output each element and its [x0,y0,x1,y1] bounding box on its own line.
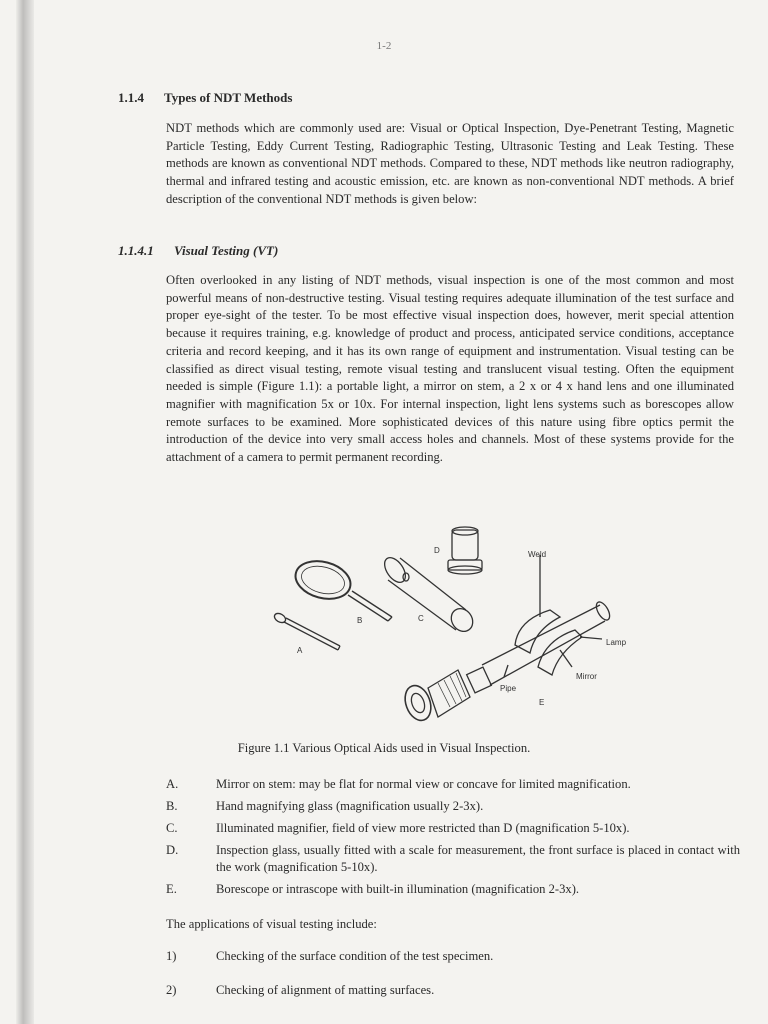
section-title: Types of NDT Methods [164,90,293,105]
optical-aids-illustration [260,525,640,730]
page-number: 1-2 [376,40,392,52]
subsection-heading [118,243,278,259]
list-marker: C. [166,821,178,835]
list-item [166,842,740,876]
section-number: 1.1.4 [118,90,144,105]
subsection-title: Visual Testing (VT) [174,243,279,258]
figure-label-mirror: Mirror [576,672,597,681]
figure-caption: Figure 1.1 Various Optical Aids used in Visual Inspection. [237,741,531,755]
visual-testing-paragraph: Often overlooked in any listing of NDT methods, visual inspection is one of the most common and most powerful means of non-destructive testing. Visual testing requires adequate illumination of the test surface and proper eye-sight of the tester. To be most effective visual inspection does, however, merit special attention because it requires training, e.g. knowledge of product and process, anticipated service conditions, acceptance criteria and record keeping, and it has its own range of equipment and instrumentation. Visual testing can be classified as direct visual testing, remote visual testing and translucent visual testing. Often the equipment needed is simple (Figure 1.1): a portable light, a mirror on stem, a 2 x or 4 x hand lens and one illuminated magnifier with magnification 5x or 10x. For internal inspection, light lens systems such as borescopes allow remote surfaces to be examined. More sophisticated devices of this nature using fibre optics permit the introduction of the device into very small access holes and channels. Most of these systems provide for the attachment of a camera to permit permanent recording. [166,273,734,465]
list-text: Checking of the surface condition of the test specimen. [216,949,494,963]
list-item [166,776,740,793]
list-marker: E. [166,882,177,896]
list-marker: B. [166,799,178,813]
figure-label-c: C [418,614,424,623]
list-marker: 1) [166,949,177,963]
section-heading [118,90,292,106]
list-item [166,948,726,965]
list-text: Checking of alignment of matting surfaces. [216,983,435,997]
figure-label-lamp: Lamp [606,638,627,647]
scan-binding-edge [16,0,34,1024]
list-marker: A. [166,777,179,791]
applications-intro: The applications of visual testing include: [166,917,377,931]
list-item [166,881,740,898]
inspection-glass-drawing [448,527,482,574]
intro-paragraph: NDT methods which are commonly used are: Visual or Optical Inspection, Dye-Penetrant Testing, Magnetic Particle Testing, Eddy Current Testing, Radiographic Testing, Ultrasonic Testing and Leak Testing. These methods are known as conventional NDT methods. Compared to these, NDT methods like neutron radiography, thermal and infrared testing and acoustic emission, etc. are known as non-conventional NDT methods. A brief description of the conventional NDT methods is given below: [166,121,734,206]
list-item [166,798,740,815]
applications-list [166,948,726,1016]
figure-label-weld: Weld [528,550,547,559]
hand-magnifier-drawing [291,555,392,621]
list-marker: 2) [166,983,177,997]
mirror-on-stem-drawing [273,612,340,650]
list-text: Inspection glass, usually fitted with a scale for measurement, the front surface is placed in contact with the work (magnification 5-10x). [216,843,740,874]
borescope-drawing [401,555,613,724]
list-text: Mirror on stem: may be flat for normal view or concave for limited magnification. [216,777,631,791]
figure-label-pipe: Pipe [500,684,517,693]
optical-aids-figure [260,525,640,730]
list-text: Borescope or intrascope with built-in illumination (magnification 2-3x). [216,882,580,896]
list-item [166,820,740,837]
figure-label-b: B [357,616,363,625]
figure-label-d: D [434,546,440,555]
list-text: Illuminated magnifier, field of view more restricted than D (magnification 5-10x). [216,821,630,835]
figure-label-e: E [539,698,545,707]
list-text: Hand magnifying glass (magnification usually 2-3x). [216,799,484,813]
list-marker: D. [166,843,179,857]
subsection-number: 1.1.4.1 [118,243,154,258]
list-item [166,982,726,999]
optical-aids-list [166,776,740,903]
figure-label-a: A [297,646,303,655]
